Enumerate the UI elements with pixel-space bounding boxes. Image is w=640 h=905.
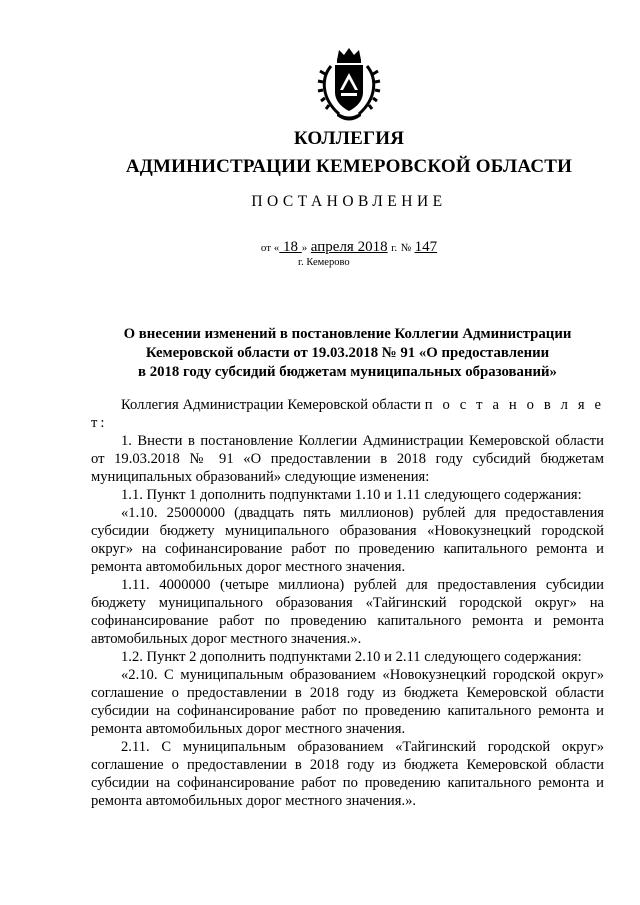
document-title: [80, 325, 615, 382]
org-title-line2: АДМИНИСТРАЦИИ КЕМЕРОВСКОЙ ОБЛАСТИ: [125, 156, 573, 177]
city: г. Кемерово: [298, 257, 350, 268]
date-day: 18: [283, 239, 299, 255]
date-prefix: от «: [260, 242, 280, 254]
title-line1: О внесении изменений в постановление Коллегии Администрации: [123, 326, 572, 342]
intro-paragraph: [91, 396, 604, 432]
paragraph-2-11: 2.11. С муниципальным образованием «Тайгинский городской округ» соглашение о предоставлении в 2018 году из бюджета Кемеровской области субсидии на софинансирование работ по проведению капитального ремонта и ремонта автомобильных дорог местного значения.».: [91, 739, 604, 809]
paragraph-1: 1. Внести в постановление Коллегии Администрации Кемеровской области от 19.03.2018 № 91 «О предоставлении в 2018 году субсидий бюджетам муниципальных образований» следующие изменения:: [91, 433, 604, 485]
coat-of-arms-icon: [317, 46, 381, 122]
date-month-year: апреля 2018: [310, 239, 388, 255]
paragraph-1-11: 1.11. 4000000 (четыре миллиона) рублей для предоставления субсидии бюджету муниципального образования «Тайгинский городской округ» на софинансирование работ по проведению капитального ремонта и ремонта автомобильных дорог местного значения.».: [91, 577, 604, 647]
document-body: [91, 396, 604, 810]
intro-text: Коллегия Администрации Кемеровской области: [121, 397, 421, 413]
paragraph-2-10: «2.10. С муниципальным образованием «Новокузнецкий городской округ» соглашение о предоставлении в 2018 году из бюджета Кемеровской области субсидии на софинансирование работ по проведению капитального ремонта и ремонта автомобильных дорог местного значения.: [91, 667, 604, 737]
document-type: ПОСТАНОВЛЕНИЕ: [251, 193, 447, 210]
date-sep: »: [301, 242, 308, 254]
paragraph-1-10: «1.10. 25000000 (двадцать пять миллионов) рублей для предоставления субсидии бюджету муниципального образования «Новокузнецкий городской округ» на софинансирование работ по проведению капитального ремонта и ремонта автомобильных дорог местного значения.: [91, 505, 604, 575]
date-year-abbr: г.: [391, 242, 398, 254]
title-line2: Кемеровской области от 19.03.2018 № 91 «О предоставлении: [145, 345, 550, 361]
number-sign: №: [400, 242, 412, 254]
paragraph-1-2: 1.2. Пункт 2 дополнить подпунктами 2.10 и 2.11 следующего содержания:: [121, 649, 582, 665]
resolves-word: п о с т а н о в л я е т:: [91, 397, 604, 431]
date-number-line: [0, 239, 640, 256]
document-number: 147: [414, 239, 438, 255]
org-title-line1: КОЛЛЕГИЯ: [293, 128, 405, 149]
title-line3: в 2018 году субсидий бюджетам муниципальных образований»: [138, 364, 557, 380]
paragraph-1-1: 1.1. Пункт 1 дополнить подпунктами 1.10 и 1.11 следующего содержания:: [121, 487, 582, 503]
